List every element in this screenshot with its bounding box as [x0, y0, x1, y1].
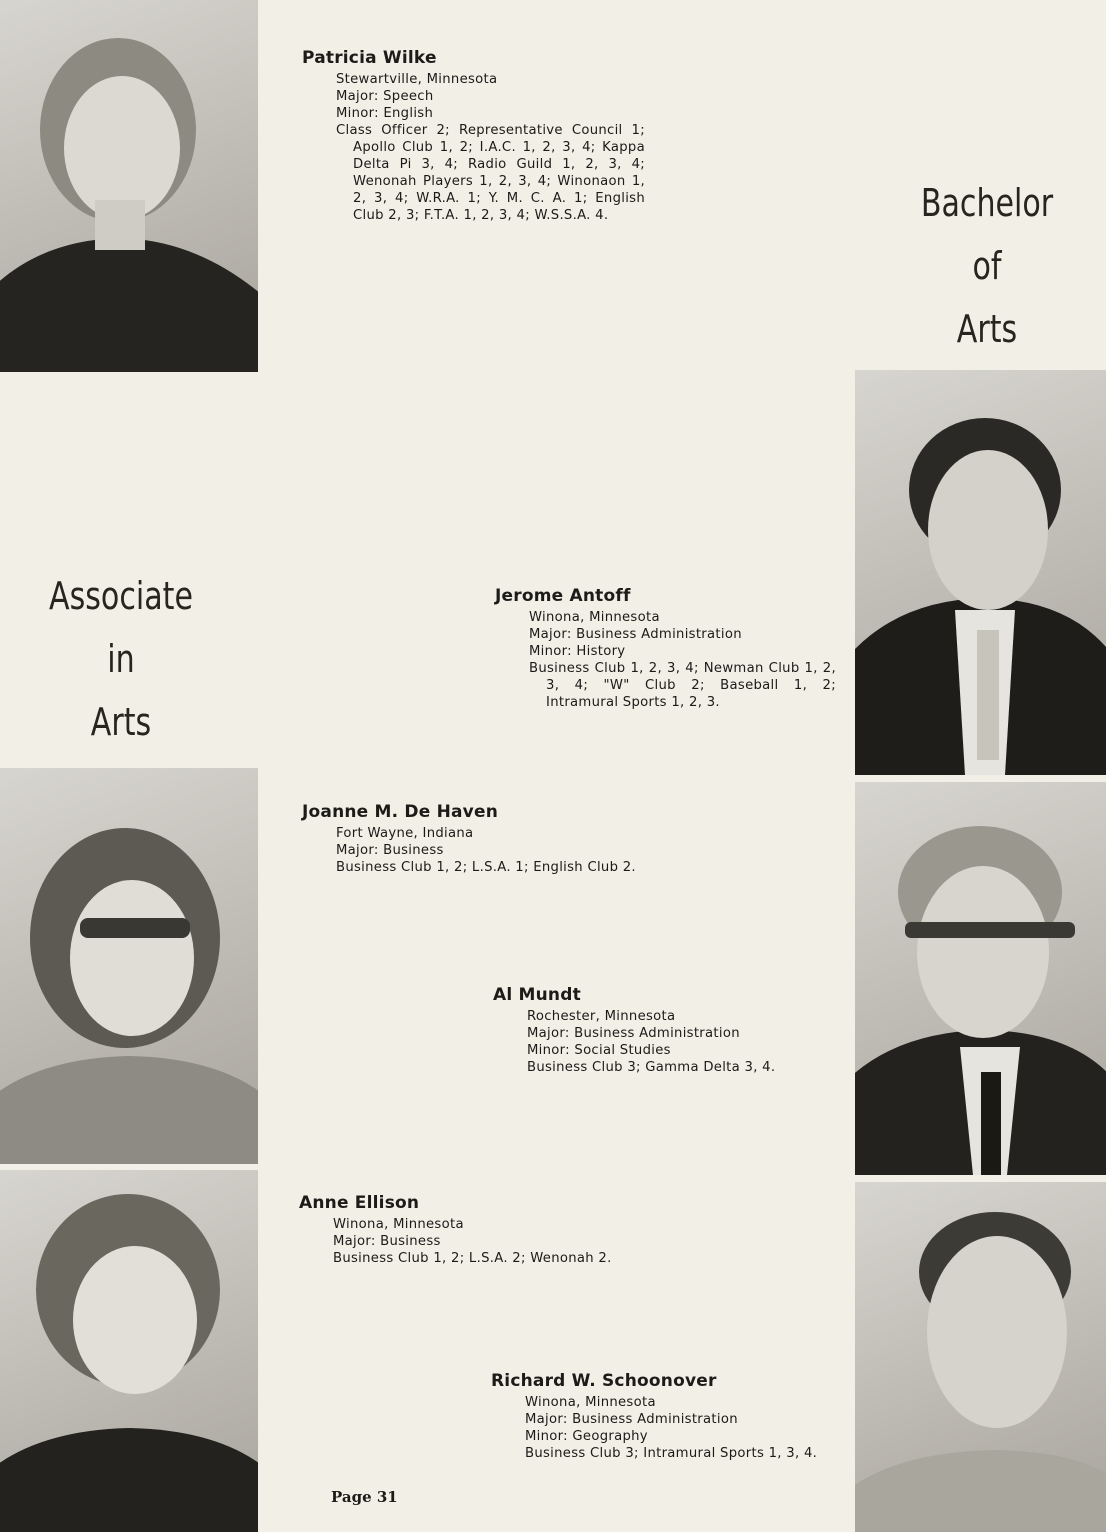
- student-minor: Minor: Social Studies: [527, 1043, 671, 1058]
- entry-jerome-antoff: [495, 586, 836, 711]
- student-name: Patricia Wilke: [302, 48, 437, 68]
- student-hometown: Winona, Minnesota: [525, 1395, 656, 1410]
- student-hometown: Winona, Minnesota: [333, 1217, 464, 1232]
- student-major: Major: Business: [336, 843, 444, 858]
- student-hometown: Winona, Minnesota: [529, 610, 660, 625]
- student-activities: Business Club 3; Gamma Delta 3, 4.: [527, 1060, 776, 1075]
- entry-richard-schoonover: [491, 1371, 821, 1462]
- student-name: Richard W. Schoonover: [491, 1371, 717, 1391]
- portrait-richard-schoonover: [855, 1182, 1106, 1532]
- student-hometown: Stewartville, Minnesota: [336, 72, 498, 87]
- student-activities: Business Club 1, 2; L.S.A. 1; English Club 2.: [336, 860, 636, 875]
- portrait-jerome-antoff: [855, 370, 1106, 775]
- student-name: Al Mundt: [493, 985, 581, 1005]
- student-name: Joanne M. De Haven: [302, 802, 498, 822]
- student-hometown: Rochester, Minnesota: [527, 1009, 676, 1024]
- heading-line: Arts: [90, 700, 152, 744]
- entry-joanne-de-haven: [302, 802, 636, 876]
- page-number: Page 31: [331, 1488, 398, 1506]
- student-activities: Business Club 3; Intramural Sports 1, 3, 4.: [525, 1446, 818, 1461]
- heading-line: Associate: [49, 574, 193, 618]
- student-activities: Business Club 1, 2; L.S.A. 2; Wenonah 2.: [333, 1251, 612, 1266]
- student-activities: Class Officer 2; Representative Council 1; Apollo Club 1, 2; I.A.C. 1, 2, 3, 4; Kappa Delta Pi 3, 4; Radio Guild 1, 2, 3, 4; Wenonah Players 1, 2, 3, 4; Winonaon 1, 2, 3, 4; W.R.A. 1; Y. M. C. A. 1; English Club 2, 3; F.T.A. 1, 2, 3, 4; W.S.S.A. 4.: [336, 123, 645, 223]
- student-major: Major: Business Administration: [525, 1412, 738, 1427]
- heading-line: Bachelor: [920, 181, 1054, 225]
- student-name: Anne Ellison: [299, 1193, 420, 1213]
- student-major: Major: Business Administration: [527, 1026, 740, 1041]
- entry-patricia-wilke: [302, 48, 645, 224]
- entry-anne-ellison: [299, 1193, 629, 1267]
- portrait-joanne-de-haven: [0, 768, 258, 1164]
- heading-associate-in-arts: [46, 565, 196, 754]
- student-minor: Minor: History: [529, 644, 626, 659]
- student-major: Major: Speech: [336, 89, 434, 104]
- student-major: Major: Business: [333, 1234, 441, 1249]
- student-minor: Minor: English: [336, 106, 434, 121]
- portrait-patricia-wilke: [0, 0, 258, 372]
- heading-bachelor-of-arts: [912, 172, 1062, 361]
- student-activities: Business Club 1, 2, 3, 4; Newman Club 1, 2, 3, 4; "W" Club 2; Baseball 1, 2; Intramural Sports 1, 2, 3.: [529, 661, 836, 710]
- student-minor: Minor: Geography: [525, 1429, 648, 1444]
- student-name: Jerome Antoff: [495, 586, 631, 606]
- heading-line: Arts: [956, 307, 1018, 351]
- entry-al-mundt: [493, 985, 823, 1076]
- portrait-al-mundt: [855, 782, 1106, 1175]
- student-major: Major: Business Administration: [529, 627, 742, 642]
- heading-line: of: [972, 244, 1002, 288]
- portrait-anne-ellison: [0, 1170, 258, 1532]
- student-hometown: Fort Wayne, Indiana: [336, 826, 474, 841]
- heading-line: in: [107, 637, 135, 681]
